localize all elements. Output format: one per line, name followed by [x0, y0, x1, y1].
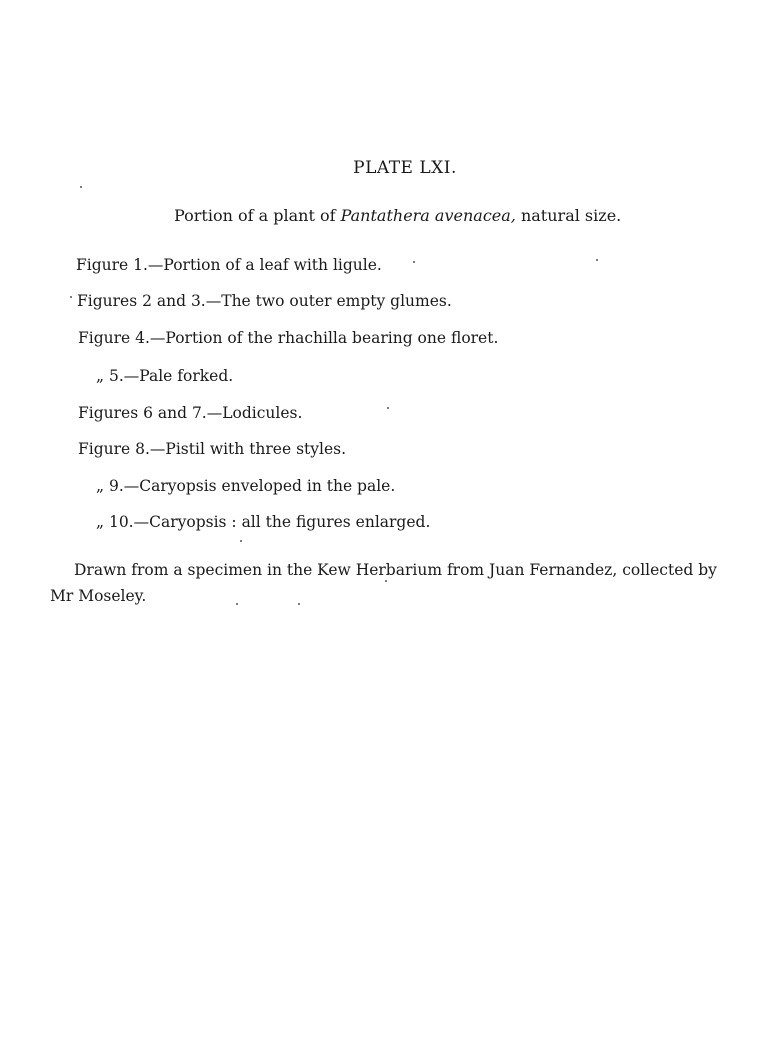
paper-speck [387, 407, 389, 409]
figure-caption-4: Figure 4.—Portion of the rhachilla bearing one floret. [78, 329, 499, 347]
paper-speck [413, 261, 415, 263]
figure-caption-5: „ 5.—Pale forked. [96, 367, 234, 385]
subtitle-suffix: natural size. [515, 206, 622, 225]
species-name: Pantathera avenacea, [340, 206, 516, 225]
paper-speck [80, 186, 82, 188]
paper-speck [298, 603, 300, 605]
figure-caption-1: Figure 1.—Portion of a leaf with ligule. [76, 256, 382, 274]
figure-caption-8: Figure 8.—Pistil with three styles. [78, 440, 347, 458]
plate-subtitle [174, 206, 621, 225]
paper-speck [385, 580, 387, 582]
specimen-note: Drawn from a specimen in the Kew Herbarium from Juan Fernandez, collected by Mr Moseley. [50, 561, 717, 605]
paper-speck [240, 540, 242, 542]
figure-caption-10: „ 10.—Caryopsis : all the figures enlarged. [96, 513, 431, 531]
paper-speck [236, 603, 238, 605]
figure-caption-6-7: Figures 6 and 7.—Lodicules. [78, 404, 303, 422]
plate-title: PLATE LXI. [353, 158, 457, 178]
paper-speck [70, 296, 72, 298]
figure-caption-2-3: Figures 2 and 3.—The two outer empty glumes. [77, 292, 452, 310]
figure-caption-9: „ 9.—Caryopsis enveloped in the pale. [96, 477, 396, 495]
paper-speck [596, 259, 598, 261]
subtitle-prefix: Portion of a plant of [174, 206, 341, 225]
